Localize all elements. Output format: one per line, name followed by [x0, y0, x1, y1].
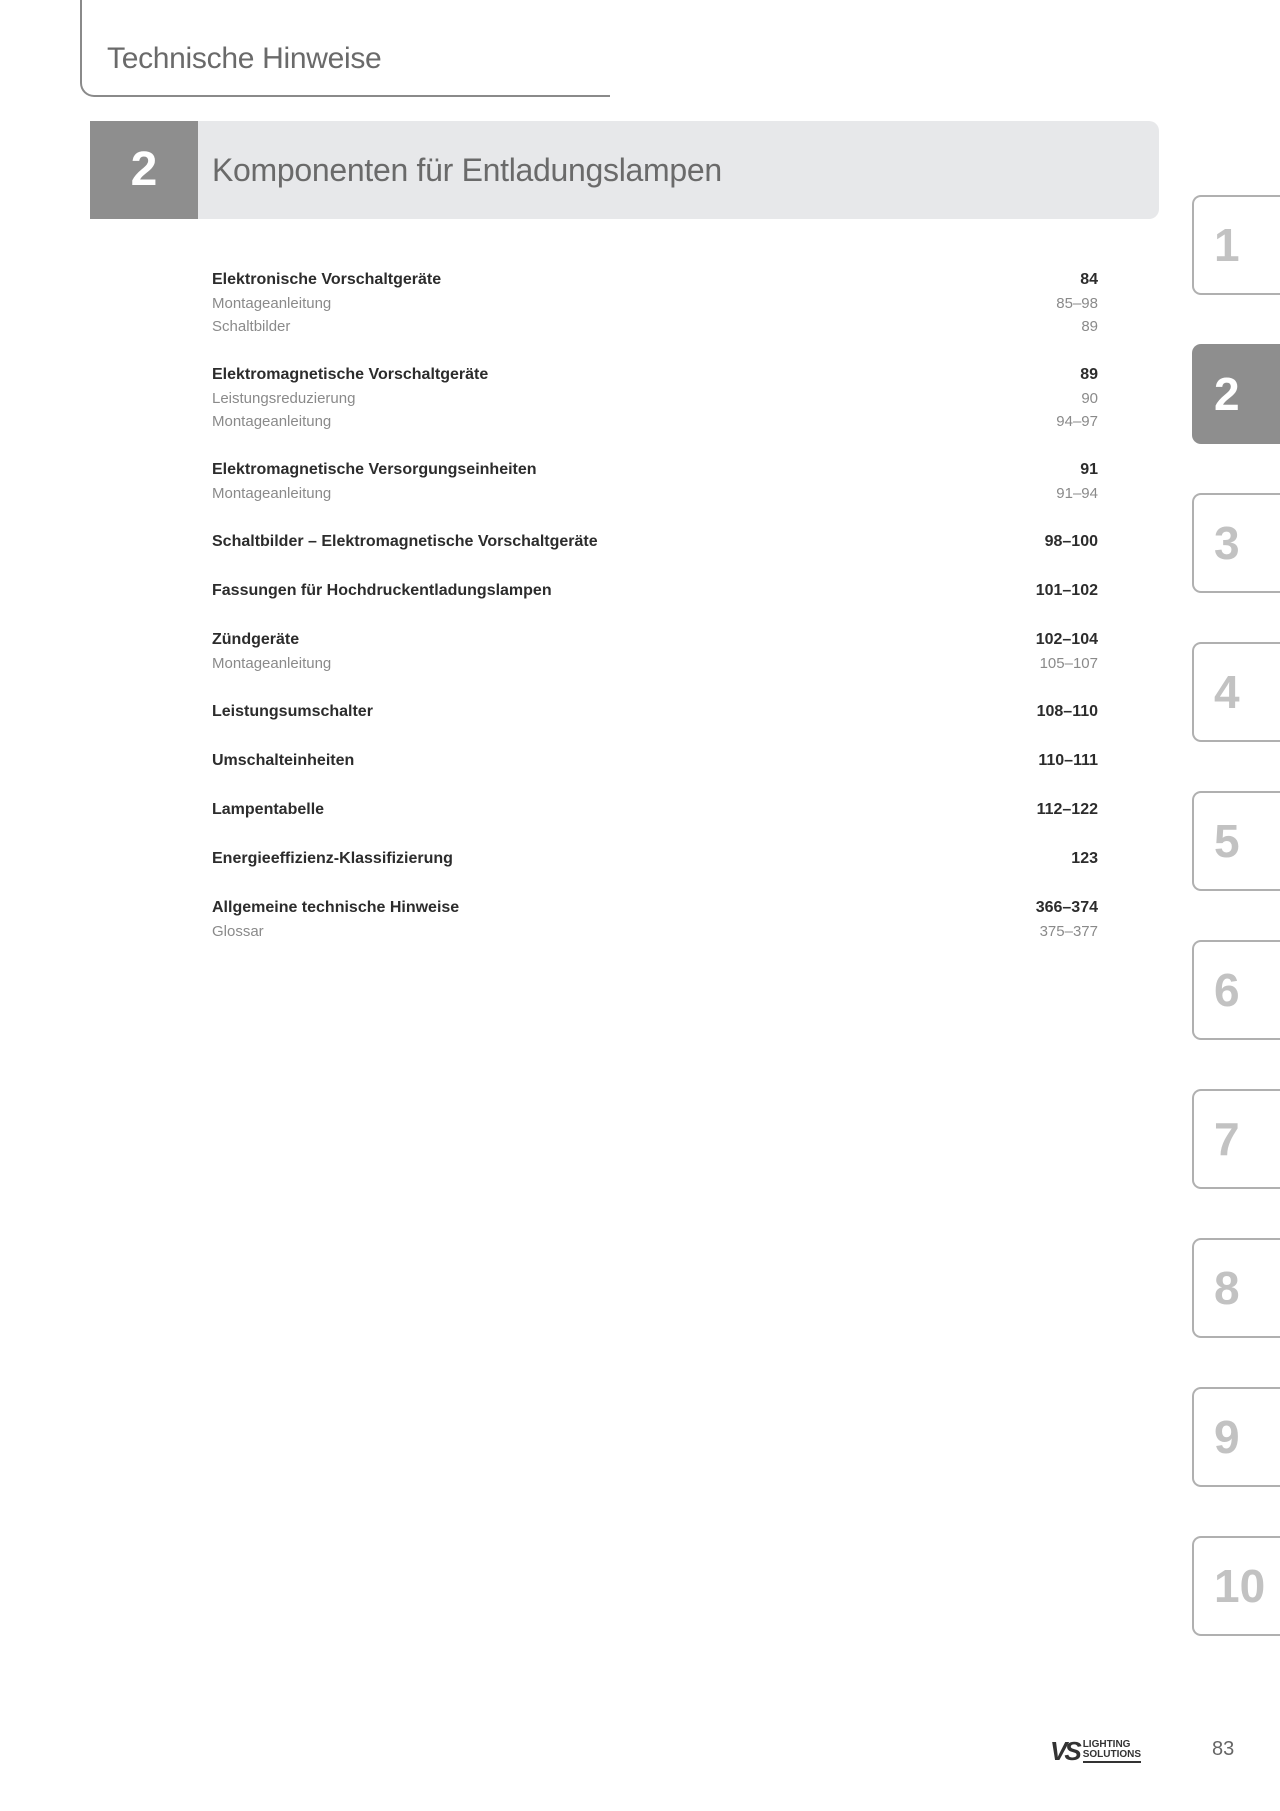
toc-sub-row[interactable]	[212, 292, 1098, 315]
toc-pages: 98–100	[1044, 533, 1098, 550]
toc-sub-pages: 94–97	[1056, 413, 1098, 430]
toc-entry	[212, 896, 1098, 943]
chapter-tab-8[interactable]: 8	[1192, 1238, 1280, 1338]
toc-entry	[212, 749, 1098, 773]
toc-main-row[interactable]	[212, 847, 1098, 871]
toc-entry	[212, 458, 1098, 505]
toc-title: Zündgeräte	[212, 631, 300, 648]
toc-sub-title: Montageanleitung	[212, 655, 332, 672]
toc-sub-row[interactable]	[212, 410, 1098, 433]
toc-entry	[212, 700, 1098, 724]
toc-main-row[interactable]	[212, 530, 1098, 554]
toc-entry	[212, 363, 1098, 433]
toc-main-row[interactable]	[212, 458, 1098, 482]
toc-sub-title: Glossar	[212, 923, 264, 940]
toc-title: Allgemeine technische Hinweise	[212, 899, 460, 916]
toc-main-row[interactable]	[212, 268, 1098, 292]
toc-title: Elektronische Vorschaltgeräte	[212, 271, 442, 288]
toc-main-row[interactable]	[212, 798, 1098, 822]
toc-main-row[interactable]	[212, 700, 1098, 724]
toc-title: Leistungsumschalter	[212, 703, 373, 720]
chapter-tab-4[interactable]: 4	[1192, 642, 1280, 742]
toc-title: Schaltbilder – Elektromagnetische Vorschaltgeräte	[212, 533, 598, 550]
toc-sub-pages: 89	[1081, 318, 1098, 335]
toc-pages: 89	[1080, 366, 1098, 383]
chapter-tab-1[interactable]: 1	[1192, 195, 1280, 295]
toc-pages: 366–374	[1035, 899, 1098, 916]
chapter-tab-10[interactable]: 10	[1192, 1536, 1280, 1636]
toc-sub-title: Leistungsreduzierung	[212, 390, 356, 407]
toc-title: Elektromagnetische Versorgungseinheiten	[212, 461, 537, 478]
toc-sub-pages: 91–94	[1056, 485, 1098, 502]
chapter-tab-5[interactable]: 5	[1192, 791, 1280, 891]
chapter-tab-9[interactable]: 9	[1192, 1387, 1280, 1487]
toc-pages: 91	[1080, 461, 1098, 478]
chapter-title: Komponenten für Entladungslampen	[212, 152, 722, 188]
chapter-tab-3[interactable]: 3	[1192, 493, 1280, 593]
toc-sub-row[interactable]	[212, 387, 1098, 410]
table-of-contents	[212, 268, 1098, 968]
toc-sub-pages: 375–377	[1039, 923, 1098, 940]
toc-sub-title: Montageanleitung	[212, 485, 332, 502]
chapter-tab-7[interactable]: 7	[1192, 1089, 1280, 1189]
toc-entry	[212, 798, 1098, 822]
logo-line-2: SOLUTIONS	[1082, 1749, 1142, 1760]
toc-sub-title: Montageanleitung	[212, 413, 332, 430]
logo-text	[1083, 1740, 1141, 1763]
toc-sub-row[interactable]	[212, 920, 1098, 943]
logo-mark: VS	[1050, 1736, 1079, 1766]
toc-sub-pages: 105–107	[1039, 655, 1098, 672]
toc-sub-title: Montageanleitung	[212, 295, 332, 312]
toc-title: Lampentabelle	[212, 801, 325, 818]
toc-main-row[interactable]	[212, 628, 1098, 652]
chapter-number: 2	[90, 121, 198, 219]
toc-title: Umschalteinheiten	[212, 752, 355, 769]
section-title: Technische Hinweise	[107, 42, 382, 75]
toc-main-row[interactable]	[212, 579, 1098, 603]
toc-sub-row[interactable]	[212, 482, 1098, 505]
toc-title: Elektromagnetische Vorschaltgeräte	[212, 366, 489, 383]
toc-entry	[212, 579, 1098, 603]
toc-sub-pages: 90	[1081, 390, 1098, 407]
toc-pages: 123	[1071, 850, 1098, 867]
toc-entry	[212, 530, 1098, 554]
chapter-banner	[90, 121, 1159, 219]
toc-main-row[interactable]	[212, 749, 1098, 773]
page-number: 83	[1212, 1738, 1235, 1760]
logo-line-1: LIGHTING	[1082, 1739, 1131, 1750]
toc-main-row[interactable]	[212, 363, 1098, 387]
toc-title: Energieeffizienz-Klassifizierung	[212, 850, 453, 867]
toc-sub-title: Schaltbilder	[212, 318, 291, 335]
toc-sub-row[interactable]	[212, 315, 1098, 338]
toc-title: Fassungen für Hochdruckentladungslampen	[212, 582, 552, 599]
toc-pages: 102–104	[1035, 631, 1098, 648]
toc-pages: 101–102	[1035, 582, 1098, 599]
toc-sub-pages: 85–98	[1056, 295, 1098, 312]
toc-sub-row[interactable]	[212, 652, 1098, 675]
toc-pages: 110–111	[1038, 752, 1098, 769]
brand-logo	[1050, 1736, 1141, 1767]
toc-pages: 84	[1080, 271, 1098, 288]
toc-entry	[212, 628, 1098, 675]
chapter-tab-6[interactable]: 6	[1192, 940, 1280, 1040]
toc-entry	[212, 847, 1098, 871]
toc-pages: 112–122	[1036, 801, 1098, 818]
toc-pages: 108–110	[1036, 703, 1098, 720]
toc-entry	[212, 268, 1098, 338]
chapter-tab-2[interactable]: 2	[1192, 344, 1280, 444]
toc-main-row[interactable]	[212, 896, 1098, 920]
